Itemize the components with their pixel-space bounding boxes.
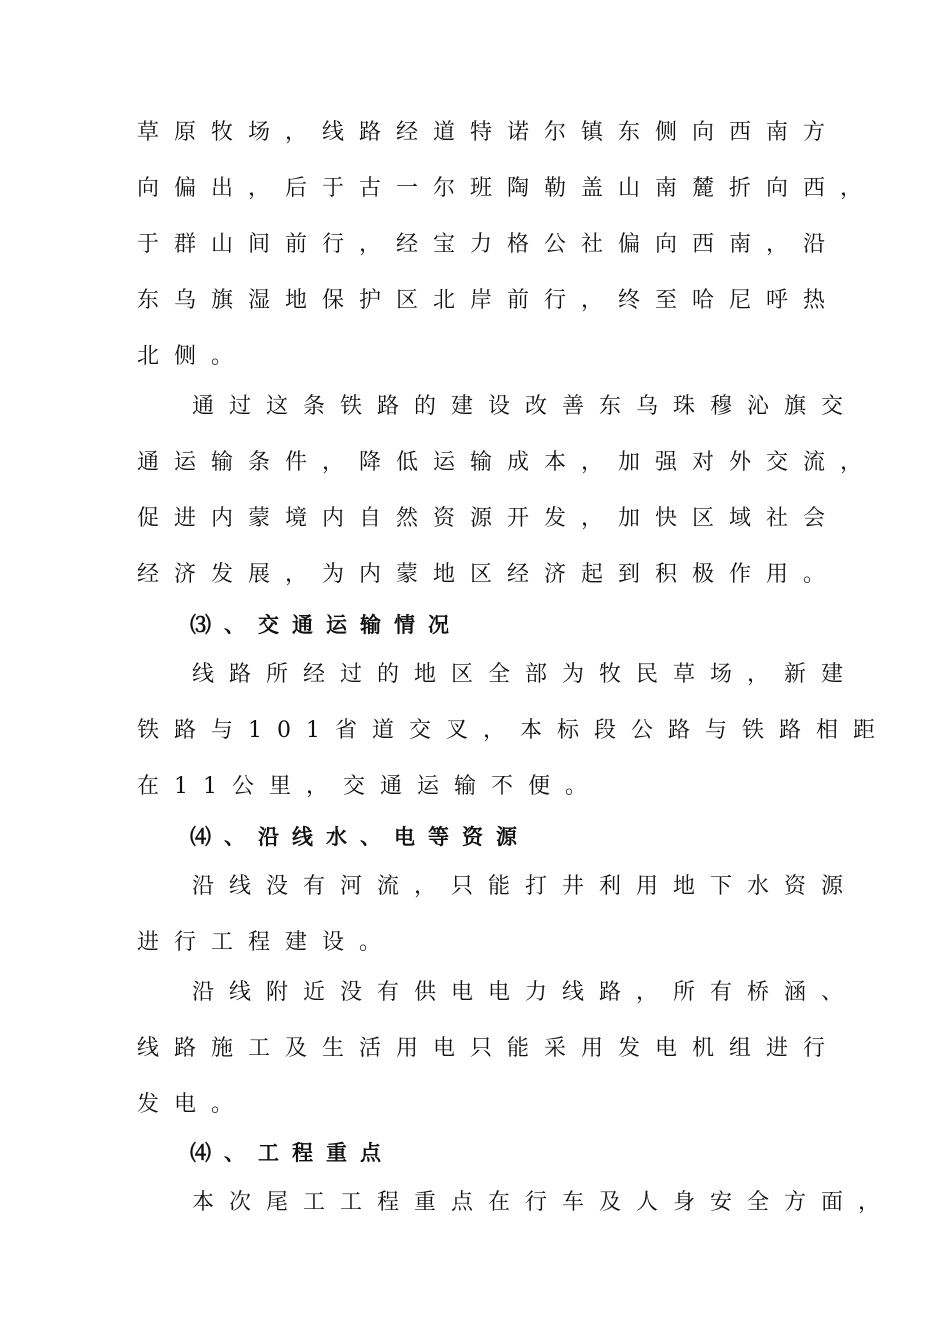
paragraph-line: 东乌旗湿地保护区北岸前行，终至哈尼呼热	[137, 288, 841, 313]
paragraph-line: 沿线附近没有供电电力线路，所有桥涵、	[192, 980, 859, 1005]
paragraph-line: 草原牧场，线路经道特诺尔镇东侧向西南方	[137, 120, 841, 145]
section-heading: ⑷、沿线水、电等资源	[190, 824, 530, 849]
paragraph-line: 进行工程建设。	[137, 930, 397, 955]
paragraph-line: 沿线没有河流，只能打井利用地下水资源	[192, 874, 859, 899]
section-heading: ⑶、交通运输情况	[190, 612, 462, 637]
section-heading: ⑷、工程重点	[190, 1140, 394, 1165]
paragraph-line: 发电。	[137, 1092, 249, 1117]
paragraph-line: 向偏出，后于古一尔班陶勒盖山南麓折向西，	[137, 176, 878, 201]
paragraph-line: 通运输条件，降低运输成本，加强对外交流，	[137, 450, 878, 475]
paragraph-line: 经济发展，为内蒙地区经济起到积极作用。	[137, 562, 841, 587]
paragraph-line: 在11公里，交通运输不便。	[137, 774, 602, 799]
paragraph-line: 线路施工及生活用电只能采用发电机组进行	[137, 1036, 841, 1061]
paragraph-line: 线路所经过的地区全部为牧民草场，新建	[192, 662, 859, 687]
paragraph-line: 本次尾工工程重点在行车及人身安全方面，	[192, 1190, 896, 1215]
paragraph-line: 北侧。	[137, 344, 249, 369]
paragraph-line: 铁路与101省道交叉，本标段公路与铁路相距	[137, 718, 890, 743]
paragraph-line: 于群山间前行，经宝力格公社偏向西南，沿	[137, 232, 841, 257]
paragraph-line: 促进内蒙境内自然资源开发，加快区域社会	[137, 506, 841, 531]
paragraph-line: 通过这条铁路的建设改善东乌珠穆沁旗交	[192, 394, 859, 419]
